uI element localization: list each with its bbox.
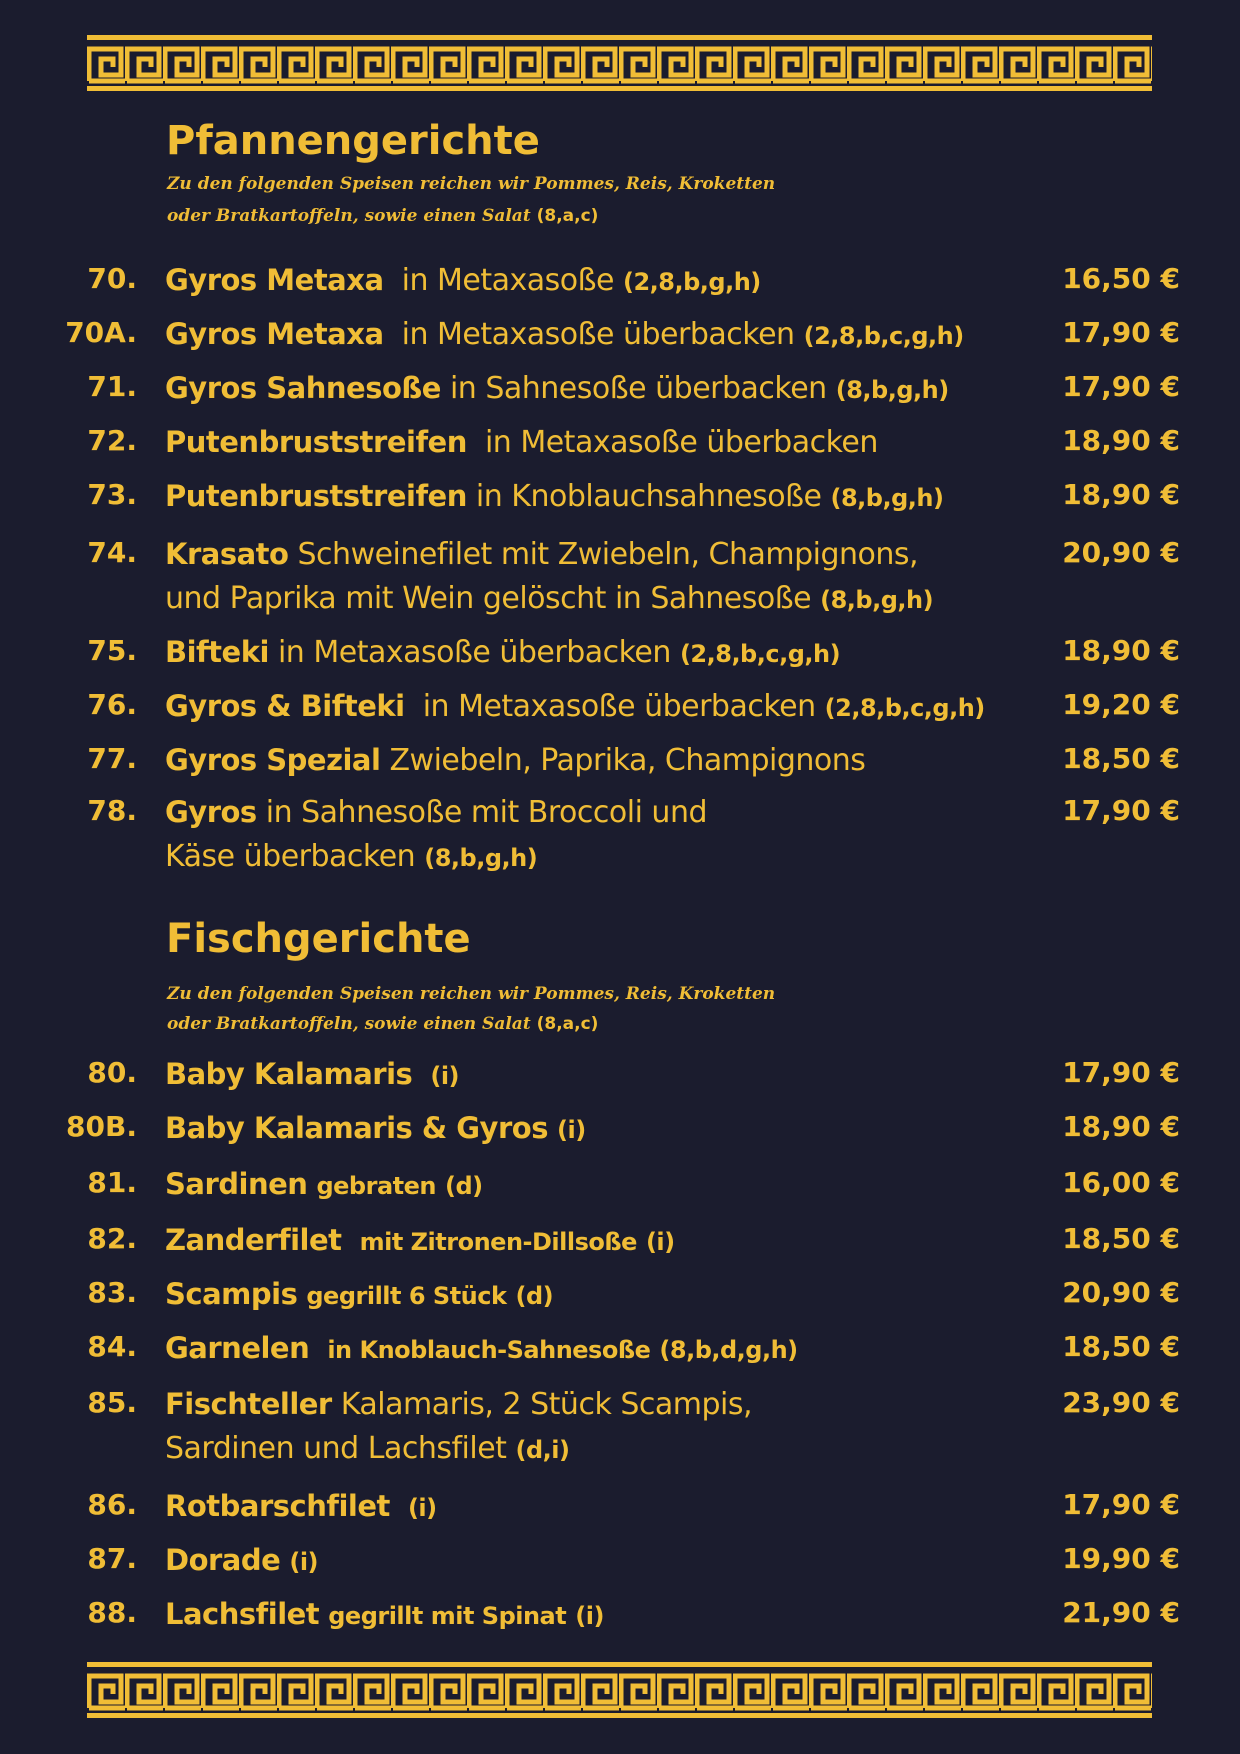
- item-price: 17,90 €: [1062, 794, 1180, 827]
- menu-item: [0, 738, 1240, 788]
- section-title-fischgerichte: Fischgerichte: [166, 916, 471, 962]
- item-allergens: (i): [407, 1494, 437, 1522]
- item-name: Gyros Spezial: [165, 743, 381, 777]
- item-description: in Metaxasoße überbacken: [422, 689, 816, 724]
- item-allergens: (8,b,d,g,h): [659, 1336, 798, 1364]
- menu-item: [0, 258, 1240, 308]
- item-name: Gyros Sahnesoße: [165, 371, 441, 405]
- item-name: Garnelen: [165, 1331, 310, 1365]
- item-allergens: (8,b,g,h): [424, 844, 538, 872]
- item-allergens: (8,b,g,h): [830, 484, 944, 512]
- item-allergens: (i): [430, 1062, 460, 1090]
- item-description: Zwiebeln, Paprika, Champignons: [389, 743, 866, 778]
- item-number: 71.: [87, 370, 137, 403]
- menu-item: [0, 1538, 1240, 1588]
- item-price: 16,00 €: [1062, 1166, 1180, 1199]
- item-price: 18,90 €: [1062, 478, 1180, 511]
- item-price: 18,50 €: [1062, 742, 1180, 775]
- menu-item: [0, 1272, 1240, 1322]
- item-price: 17,90 €: [1062, 1488, 1180, 1521]
- item-description: in Metaxasoße: [401, 263, 614, 298]
- item-number: 72.: [87, 424, 137, 457]
- section-subtitle: Zu den folgenden Speisen reichen wir Pommes, Reis, Kroketten: [167, 984, 776, 1004]
- item-name: Rotbarschfilet: [165, 1489, 390, 1523]
- item-name: Gyros: [165, 795, 257, 829]
- item-allergens: (d): [515, 1282, 554, 1310]
- item-price: 20,90 €: [1062, 536, 1180, 569]
- item-number: 87.: [87, 1542, 137, 1575]
- item-allergens: (2,8,b,c,g,h): [679, 640, 841, 668]
- item-number: 70.: [87, 262, 137, 295]
- item-number: 88.: [87, 1596, 137, 1629]
- item-name: Putenbruststreifen: [165, 425, 467, 459]
- item-number: 70A.: [65, 316, 137, 349]
- item-number: 82.: [87, 1222, 137, 1255]
- menu-item: [0, 630, 1240, 680]
- item-name: Scampis: [165, 1277, 298, 1311]
- section-title-pfannengerichte: Pfannengerichte: [166, 118, 540, 164]
- item-price: 18,50 €: [1062, 1330, 1180, 1363]
- item-number: 86.: [87, 1488, 137, 1521]
- item-price: 19,20 €: [1062, 688, 1180, 721]
- section-subtitle: oder Bratkartoffeln, sowie einen Salat (8,a,c): [167, 206, 599, 226]
- item-price: 19,90 €: [1062, 1542, 1180, 1575]
- menu-item: [0, 1382, 1240, 1474]
- item-description: Schweinefilet mit Zwiebeln, Champignons,: [297, 537, 919, 572]
- item-description: mit Zitronen-Dillsoße: [359, 1228, 637, 1256]
- menu-item: [0, 684, 1240, 734]
- item-name: Gyros Metaxa: [165, 317, 384, 351]
- menu-item: [0, 1326, 1240, 1376]
- item-number: 85.: [87, 1386, 137, 1419]
- item-description-line2: Käse überbacken: [165, 839, 416, 874]
- item-description: in Sahnesoße überbacken: [449, 371, 827, 406]
- item-name: Gyros Metaxa: [165, 263, 384, 297]
- menu-item: [0, 420, 1240, 470]
- item-number: 80.: [87, 1056, 137, 1089]
- greek-key-border-bottom: [87, 1662, 1152, 1718]
- menu-item: [0, 474, 1240, 524]
- section-subtitle: Zu den folgenden Speisen reichen wir Pommes, Reis, Kroketten: [167, 174, 776, 194]
- item-description-line2: Sardinen und Lachsfilet: [165, 1431, 507, 1466]
- item-name: Lachsfilet: [165, 1597, 320, 1631]
- item-allergens: (d): [445, 1172, 483, 1200]
- item-description: in Knoblauch-Sahnesoße: [327, 1336, 651, 1364]
- item-number: 74.: [87, 536, 137, 569]
- item-allergens: (d,i): [515, 1436, 570, 1464]
- menu-item: [0, 790, 1240, 882]
- item-name: Baby Kalamaris & Gyros: [165, 1111, 548, 1145]
- item-name: Zanderfilet: [165, 1223, 342, 1257]
- item-description: Kalamaris, 2 Stück Scampis,: [340, 1387, 753, 1422]
- item-name: Putenbruststreifen: [165, 479, 467, 513]
- item-price: 18,50 €: [1062, 1222, 1180, 1255]
- item-allergens: (2,8,b,c,g,h): [824, 694, 985, 722]
- item-allergens: (i): [289, 1548, 319, 1576]
- item-allergens: (8,b,g,h): [820, 586, 934, 614]
- item-price: 17,90 €: [1062, 1056, 1180, 1089]
- item-price: 16,50 €: [1062, 262, 1180, 295]
- item-number: 75.: [87, 634, 137, 667]
- item-description: gegrillt mit Spinat: [328, 1602, 567, 1630]
- item-allergens: (8,b,g,h): [835, 376, 949, 404]
- greek-key-border-top: [87, 35, 1152, 91]
- item-price: 20,90 €: [1062, 1276, 1180, 1309]
- item-allergens: (i): [557, 1116, 586, 1144]
- menu-item: [0, 1162, 1240, 1212]
- item-description: in Sahnesoße mit Broccoli und: [265, 795, 708, 830]
- item-number: 77.: [87, 742, 137, 775]
- item-name: Baby Kalamaris: [165, 1057, 413, 1091]
- item-name: Gyros & Bifteki: [165, 689, 405, 723]
- item-name: Bifteki: [165, 635, 269, 669]
- item-description: in Knoblauchsahnesoße: [475, 479, 822, 514]
- menu-item: [0, 1218, 1240, 1268]
- item-price: 18,90 €: [1062, 1110, 1180, 1143]
- section-subtitle: oder Bratkartoffeln, sowie einen Salat (8,a,c): [167, 1014, 599, 1034]
- item-price: 17,90 €: [1062, 316, 1180, 349]
- item-allergens: (i): [645, 1228, 675, 1256]
- item-number: 76.: [87, 688, 137, 721]
- item-price: 23,90 €: [1062, 1386, 1180, 1419]
- menu-item: [0, 532, 1240, 624]
- menu-item: [0, 366, 1240, 416]
- item-price: 18,90 €: [1062, 634, 1180, 667]
- menu-item: [0, 1592, 1240, 1642]
- item-allergens: (2,8,b,c,g,h): [803, 322, 964, 350]
- item-number: 84.: [87, 1330, 137, 1363]
- item-number: 78.: [87, 794, 137, 827]
- item-allergens: (2,8,b,g,h): [623, 268, 761, 296]
- item-number: 83.: [87, 1276, 137, 1309]
- item-allergens: (i): [575, 1602, 604, 1630]
- item-description: in Metaxasoße überbacken: [484, 425, 878, 460]
- menu-item: [0, 312, 1240, 362]
- item-description: in Metaxasoße überbacken: [401, 317, 795, 352]
- menu-item: [0, 1052, 1240, 1102]
- item-price: 18,90 €: [1062, 424, 1180, 457]
- item-description: gebraten: [316, 1172, 436, 1200]
- menu-item: [0, 1106, 1240, 1156]
- menu-item: [0, 1484, 1240, 1534]
- item-number: 80B.: [66, 1110, 137, 1143]
- item-name: Fischteller: [165, 1387, 332, 1421]
- item-name: Sardinen: [165, 1167, 308, 1201]
- item-description: in Metaxasoße überbacken: [277, 635, 671, 670]
- item-number: 81.: [87, 1166, 137, 1199]
- item-description-line2: und Paprika mit Wein gelöscht in Sahnesoße: [165, 581, 812, 616]
- item-number: 73.: [87, 478, 137, 511]
- item-price: 21,90 €: [1062, 1596, 1180, 1629]
- item-name: Krasato: [165, 537, 289, 571]
- item-description: gegrillt 6 Stück: [306, 1282, 507, 1310]
- item-price: 17,90 €: [1062, 370, 1180, 403]
- item-name: Dorade: [165, 1543, 281, 1577]
